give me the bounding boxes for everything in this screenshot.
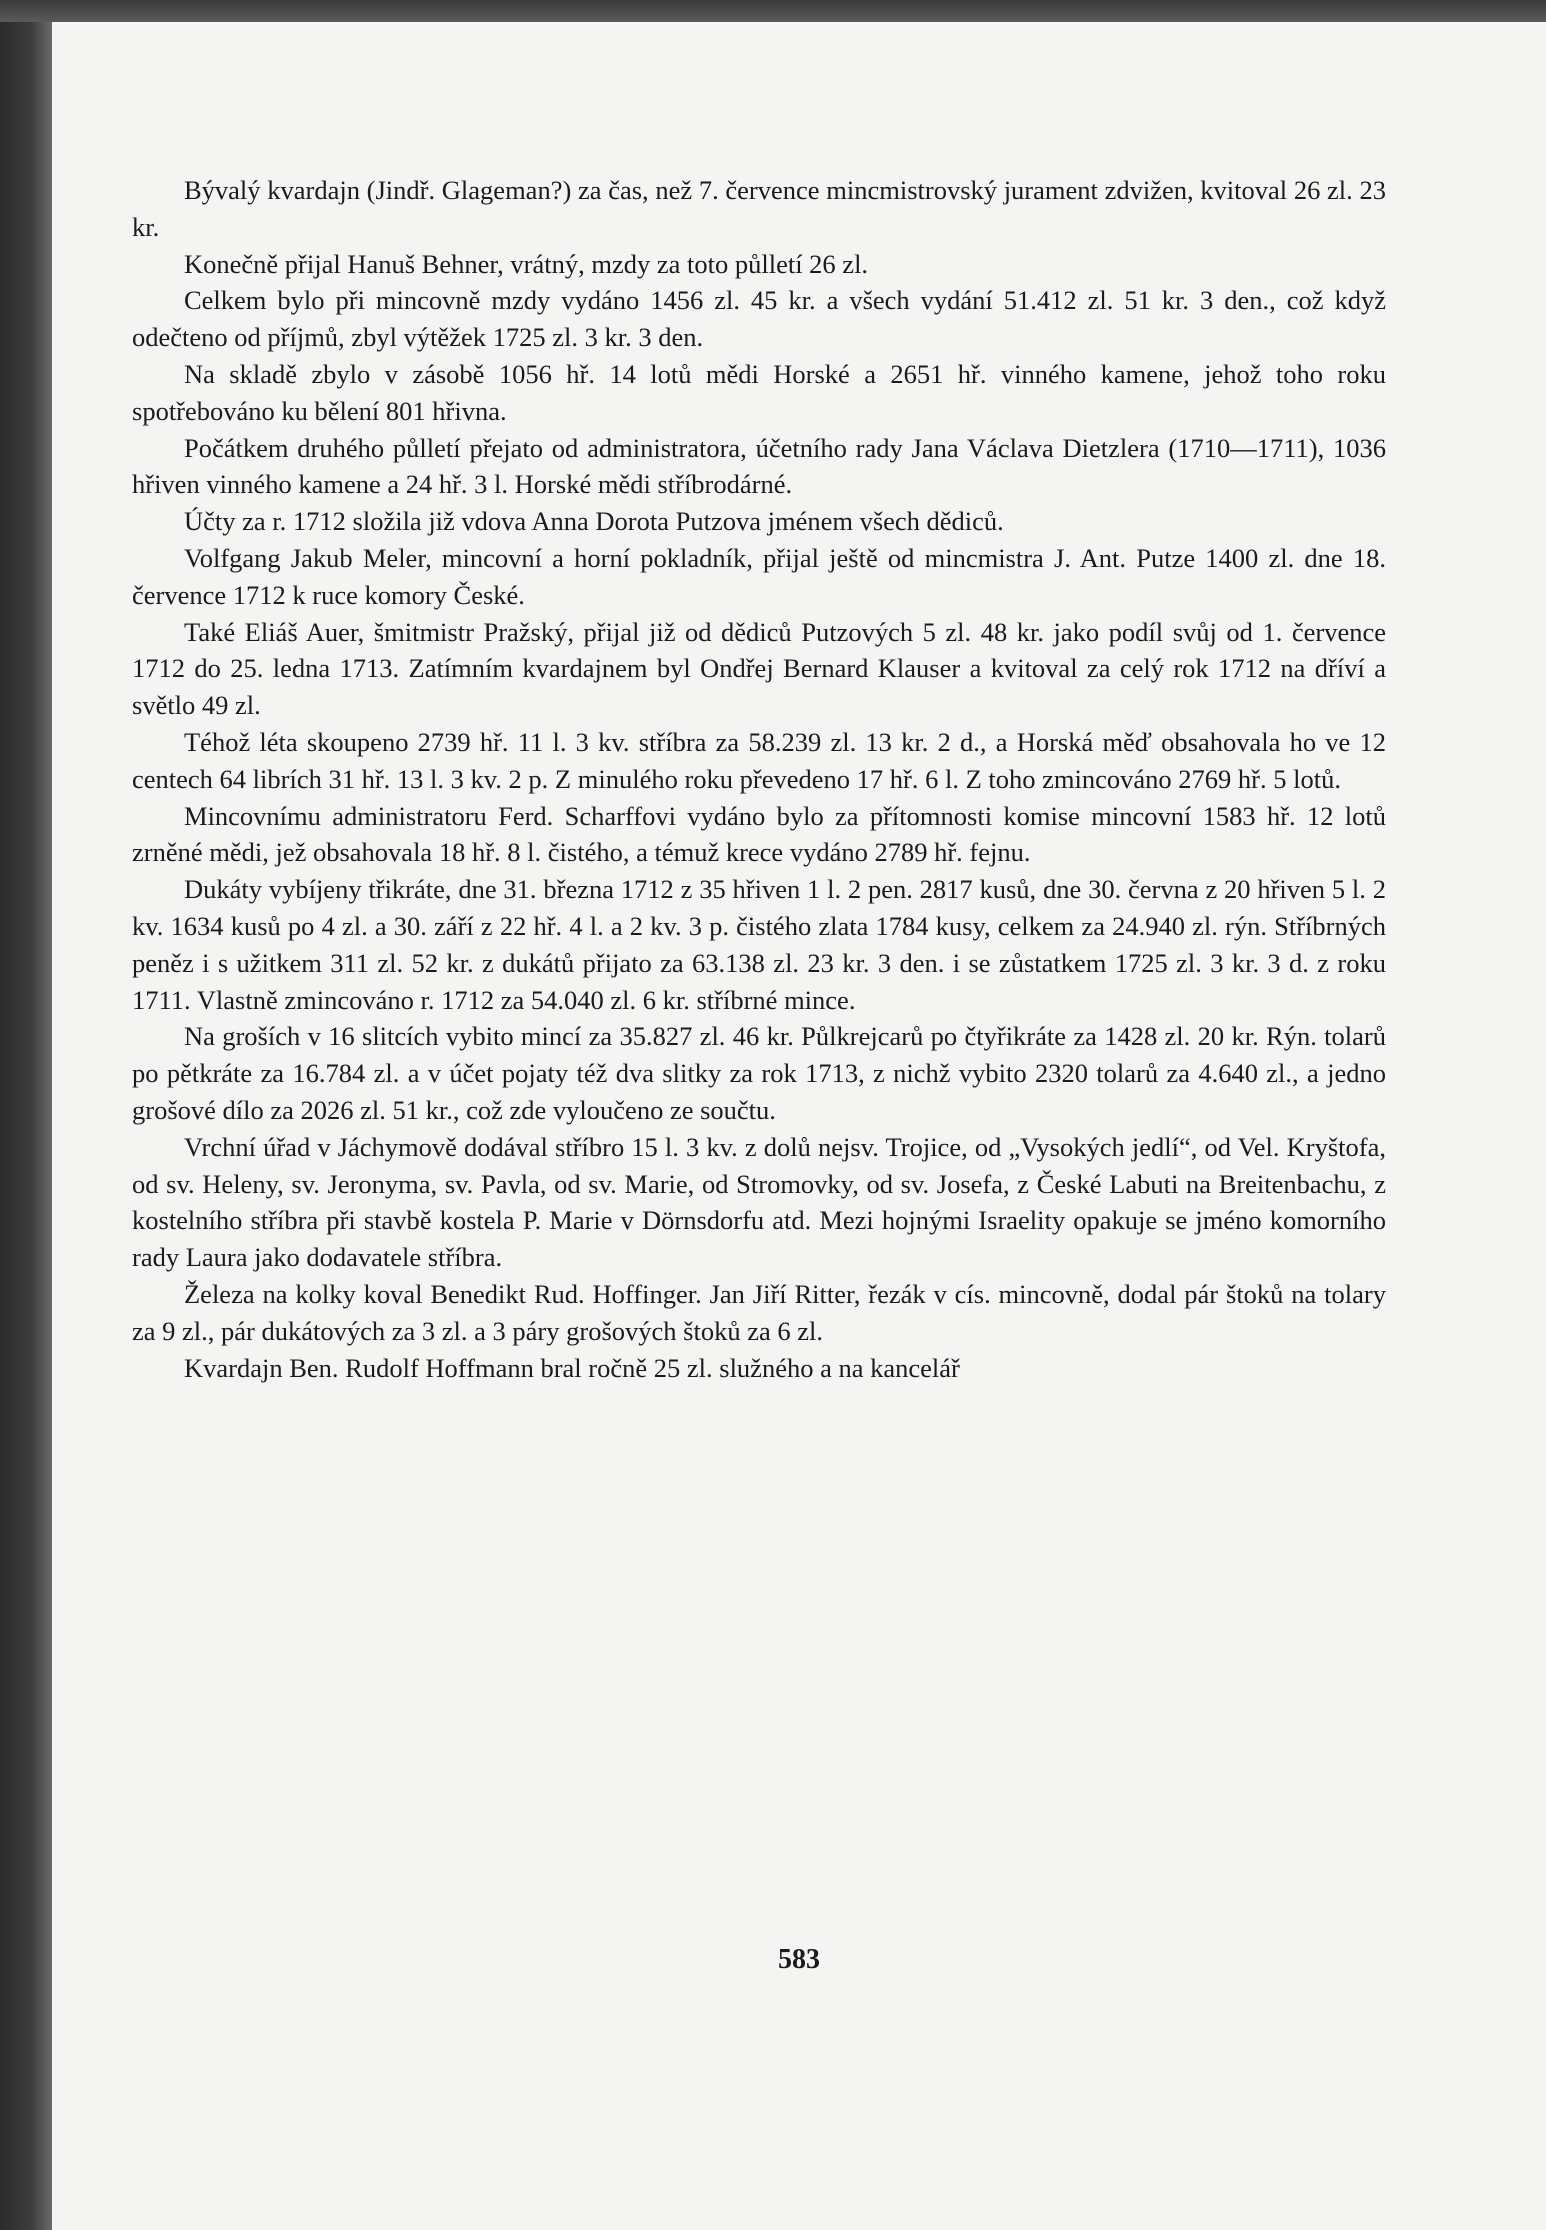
paragraph: Konečně přijal Hanuš Behner, vrátný, mzdy za toto půlletí 26 zl.: [184, 248, 869, 279]
paragraph: Počátkem druhého půlletí přejato od administratora, účetního rady Jana Václava Dietzlera (1710—1711), 1036 hřiven vinného kamene a 24 hř. 3 l. Horské mědi stříbrodárné.: [132, 432, 1386, 500]
paragraph: Účty za r. 1712 složila již vdova Anna Dorota Putzova jménem všech dědiců.: [184, 506, 1004, 537]
scan-top-edge: [0, 0, 1546, 22]
paragraph: Mincovnímu administratoru Ferd. Scharffovi vydáno bylo za přítomnosti komise mincovní 1583 hř. 12 lotů zrněné mědi, jež obsahovala 18 hř. 8 l. čistého, a témuž krece vydáno 2789 hř. fejnu.: [132, 800, 1386, 868]
paragraph: Celkem bylo při mincovně mzdy vydáno 1456 zl. 45 kr. a všech vydání 51.412 zl. 51 kr. 3 den., což když odečteno od příjmů, zbyl výtěžek 1725 zl. 3 kr. 3 den.: [132, 285, 1386, 353]
paragraph: Vrchní úřad v Jáchymově dodával stříbro 15 l. 3 kv. z dolů nejsv. Trojice, od „Vysokých jedlí“, od Vel. Kryštofa, od sv. Heleny, sv. Jeronyma, sv. Pavla, od sv. Marie, od Stromovky, od sv. Josefa, z České Labuti na Breitenbachu, z kostelního stříbra při stavbě kostela P. Marie v Dörnsdorfu atd. Mezi hojnými Israelity opakuje se jméno komorního rady Laura jako dodavatele stříbra.: [132, 1131, 1386, 1273]
paragraph: Na skladě zbylo v zásobě 1056 hř. 14 lotů mědi Horské a 2651 hř. vinného kamene, jehož toho roku spotřebováno ku bělení 801 hřivna.: [132, 358, 1386, 426]
scan-binding-edge: [0, 0, 52, 2230]
paragraph: Kvardajn Ben. Rudolf Hoffmann bral ročně 25 zl. služného a na kancelář: [184, 1352, 960, 1383]
paragraph: Bývalý kvardajn (Jindř. Glageman?) za čas, než 7. července mincmistrovský jurament zdvižen, kvitoval 26 zl. 23 kr.: [132, 175, 1386, 242]
body-text: [132, 172, 1386, 1386]
paragraph: Na groších v 16 slitcích vybito mincí za 35.827 zl. 46 kr. Půlkrejcarů po čtyřikráte za 1428 zl. 20 kr. Rýn. tolarů po pětkráte za 16.784 zl. a v účet pojaty též dva slitky za rok 1713, z nichž vybito 2320 tolarů za 4.640 zl., a jedno grošové dílo za 2026 zl. 51 kr., což zde vyloučeno ze součtu.: [132, 1021, 1386, 1125]
document-page: [52, 22, 1546, 2230]
paragraph: Téhož léta skoupeno 2739 hř. 11 l. 3 kv. stříbra za 58.239 zl. 13 kr. 2 d., a Horská měď obsahovala ho ve 12 centech 64 librích 31 hř. 13 l. 3 kv. 2 p. Z minulého roku převedeno 17 hř. 6 l. Z toho zmincováno 2769 hř. 5 lotů.: [132, 726, 1386, 794]
paragraph: Volfgang Jakub Meler, mincovní a horní pokladník, přijal ještě od mincmistra J. Ant. Putze 1400 zl. dne 18. července 1712 k ruce komory České.: [132, 542, 1386, 610]
paragraph: Železa na kolky koval Benedikt Rud. Hoffinger. Jan Jiří Ritter, řezák v cís. mincovně, dodal pár štoků na tolary za 9 zl., pár dukátových za 3 zl. a 3 páry grošových štoků za 6 zl.: [132, 1278, 1386, 1346]
page-number: 583: [778, 1944, 820, 1975]
paragraph: Také Eliáš Auer, šmitmistr Pražský, přijal již od dědiců Putzových 5 zl. 48 kr. jako podíl svůj od 1. července 1712 do 25. ledna 1713. Zatímním kvardajnem byl Ondřej Bernard Klauser a kvitoval za celý rok 1712 na dříví a světlo 49 zl.: [132, 616, 1386, 721]
paragraph: Dukáty vybíjeny třikráte, dne 31. března 1712 z 35 hřiven 1 l. 2 pen. 2817 kusů, dne 30. června z 20 hřiven 5 l. 2 kv. 1634 kusů po 4 zl. a 30. září z 22 hř. 4 l. a 2 kv. 3 p. čistého zlata 1784 kusy, celkem za 24.940 zl. rýn. Stříbrných peněz i s užitkem 311 zl. 52 kr. z dukátů přijato za 63.138 zl. 23 kr. 3 den. i se zůstatkem 1725 zl. 3 kr. 3 d. z roku 1711. Vlastně zmincováno r. 1712 za 54.040 zl. 6 kr. stříbrné mince.: [132, 874, 1386, 1015]
